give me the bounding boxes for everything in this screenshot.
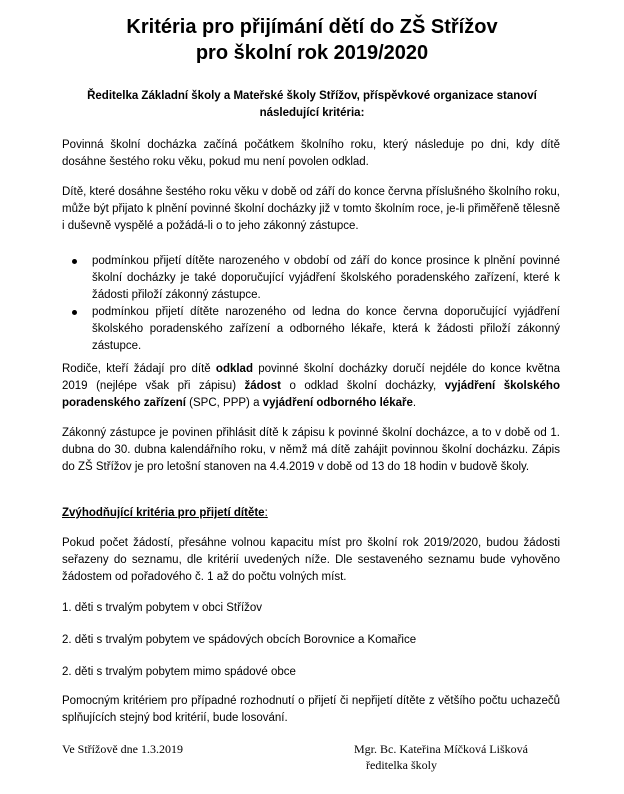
text-run: o odklad školní docházky, [280, 380, 445, 392]
paragraph-capacity: Pokud počet žádostí, přesáhne volnou kapacitu míst pro školní rok 2019/2020, budou žádosti seřazeny do seznamu, dle kritérií uvedených níže. Dle sestaveného seznamu bude vyhověno žádostem od pořadového č. 1 až do počtu volných míst. [62, 537, 560, 583]
text-run: . [412, 397, 417, 409]
place-and-date: Ve Střížově dne 1.3.2019 [62, 742, 183, 756]
signatory-role: ředitelka školy [366, 758, 437, 772]
bold-run: odklad [215, 363, 253, 375]
text-run: Rodiče, kteří žádají pro dítě [62, 363, 216, 375]
conditions-list [62, 253, 560, 355]
criteria-heading-text: Zvýhodňující kritéria pro přijetí dítěte [62, 507, 265, 519]
signatory-name: Mgr. Bc. Kateřina Míčková Lišková [354, 742, 528, 756]
bold-run: žádost [244, 380, 281, 392]
paragraph-compulsory-attendance: Povinná školní docházka začíná počátkem školního roku, který následuje po dni, kdy dítě dosáhne šestého roku věku, pokud mu není povolen odklad. [62, 139, 560, 168]
paragraph-early-admission: Dítě, které dosáhne šestého roku věku v době od září do konce června příslušného školního roku, může být přijato k plnění povinné školní docházky již v tomto školním roce, je-li přiměřeně tělesně i duševně vyspělé a požádá-li o to jeho zákonný zástupce. [62, 186, 560, 232]
title-line-2: pro školní rok 2019/2020 [195, 42, 429, 64]
criteria-heading [62, 505, 268, 522]
title-line-1: Kritéria pro přijímání dětí do ZŠ Střížov [126, 16, 498, 38]
paragraph-deferral [62, 361, 560, 412]
list-item-text: podmínkou přijetí dítěte narozeného od ledna do konce června doporučující vyjádření školského poradenského zařízení a odborného lékaře, která k žádosti přiloží zákonný zástupce. [92, 306, 560, 352]
list-item [62, 253, 560, 304]
list-item [62, 304, 560, 355]
bullet-icon [72, 310, 77, 315]
bold-run: vyjádření školského poradenského zařízení [62, 380, 560, 409]
text-run: (SPC, PPP) a [185, 397, 263, 409]
bold-run: vyjádření odborného lékaře [262, 397, 413, 409]
criterion-item: 1. děti s trvalým pobytem v obci Střížov [62, 602, 263, 614]
paragraph-enrollment: Zákonný zástupce je povinen přihlásit dítě k zápisu k povinné školní docházce, a to v době od 1. dubna do 30. dubna kalendářního roku, v němž má dítě zahájit povinnou školní docházku. Zápis do ZŠ Střížov je pro letošní stanoven na 4.4.2019 v době od 13 do 18 hodin v budově školy. [62, 427, 560, 473]
criterion-item: 2. děti s trvalým pobytem ve spádových obcích Borovnice a Komařice [62, 634, 417, 646]
text-run: povinné školní docházky doručí nejdéle do konce května 2019 (nejlépe však při zápisu) [62, 363, 560, 392]
intro-statement: Ředitelka Základní školy a Mateřské školy Střížov, příspěvkové organizace stanoví následující kritéria: [87, 90, 537, 119]
list-item-text: podmínkou přijetí dítěte narozeného v období od září do konce prosince k plnění povinné školní docházky je také doporučující vyjádření školského poradenského zařízení, které k žádosti přiloží zákonný zástupce. [92, 255, 560, 301]
paragraph-lottery: Pomocným kritériem pro případné rozhodnutí o přijetí či nepřijetí dítěte z většího počtu uchazečů splňujících stejný bod kritérií, bude losování. [62, 695, 560, 724]
document-title [0, 14, 624, 66]
criteria-heading-colon: : [264, 507, 268, 519]
criterion-item: 2. děti s trvalým pobytem mimo spádové obce [62, 666, 296, 678]
signature-block [354, 741, 528, 773]
bullet-icon [72, 259, 77, 264]
